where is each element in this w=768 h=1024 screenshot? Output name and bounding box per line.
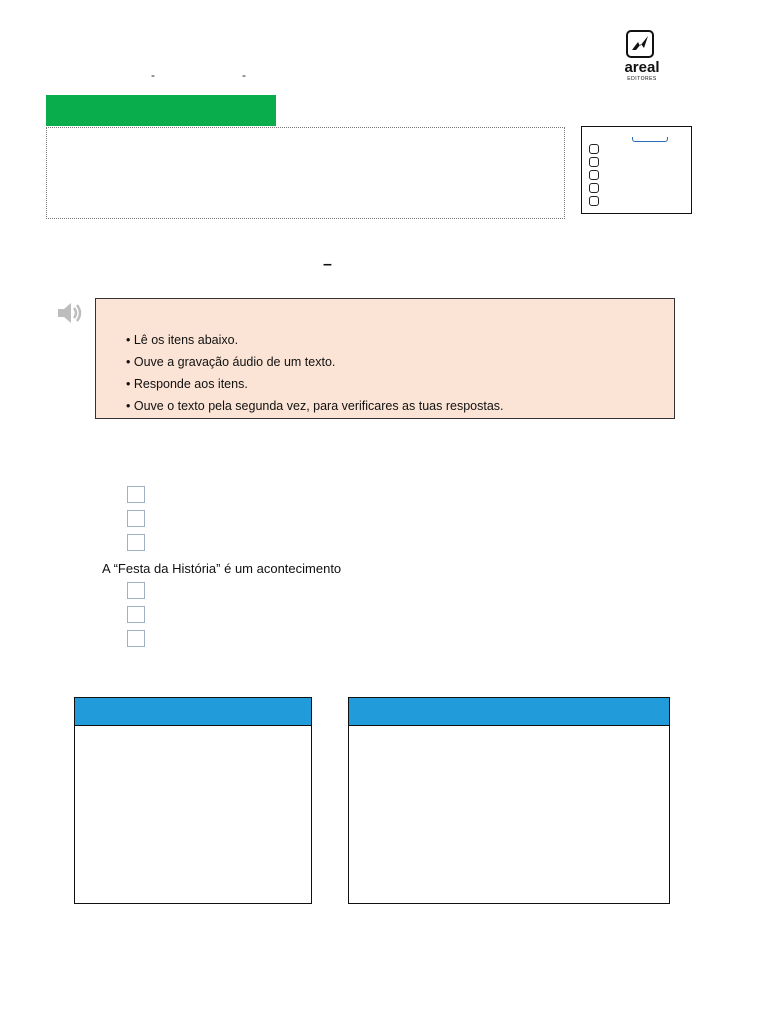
student-info-box [46,127,565,219]
header-dash-2: - [242,68,246,82]
instruction-item: • Responde aos itens. [126,377,248,391]
logo-emblem-icon [626,30,654,58]
publisher-logo [612,30,672,84]
instruction-item: • Ouve a gravação áudio de um texto. [126,355,336,369]
evaluation-checkbox-4[interactable] [589,183,599,193]
answer-panel-right[interactable] [348,697,670,904]
answer-panel-left[interactable] [74,697,312,904]
answer-panel-left-header [75,698,311,726]
evaluation-tab [632,137,668,142]
instruction-item: • Ouve o texto pela segunda vez, para verificares as tuas respostas. [126,399,504,413]
logo-subtitle: EDITORES [627,76,657,82]
q1-option-a-checkbox[interactable] [127,486,145,503]
evaluation-box [581,126,692,214]
q2-option-b-checkbox[interactable] [127,606,145,623]
question-2-text: A “Festa da História” é um acontecimento [102,561,342,576]
section-dash: – [323,256,332,273]
instructions-box [95,298,675,419]
answer-panel-right-header [349,698,669,726]
speaker-icon [56,300,84,326]
q2-option-c-checkbox[interactable] [127,630,145,647]
q1-option-b-checkbox[interactable] [127,510,145,527]
instruction-item: • Lê os itens abaixo. [126,333,239,347]
q2-option-a-checkbox[interactable] [127,582,145,599]
evaluation-checkbox-3[interactable] [589,170,599,180]
q1-option-c-checkbox[interactable] [127,534,145,551]
logo-wordmark: areal [624,59,660,76]
title-banner [46,95,276,126]
header-dash-1: - [151,68,155,82]
evaluation-checkbox-2[interactable] [589,157,599,167]
evaluation-checkbox-5[interactable] [589,196,599,206]
evaluation-checkbox-1[interactable] [589,144,599,154]
instructions-list [126,329,504,417]
